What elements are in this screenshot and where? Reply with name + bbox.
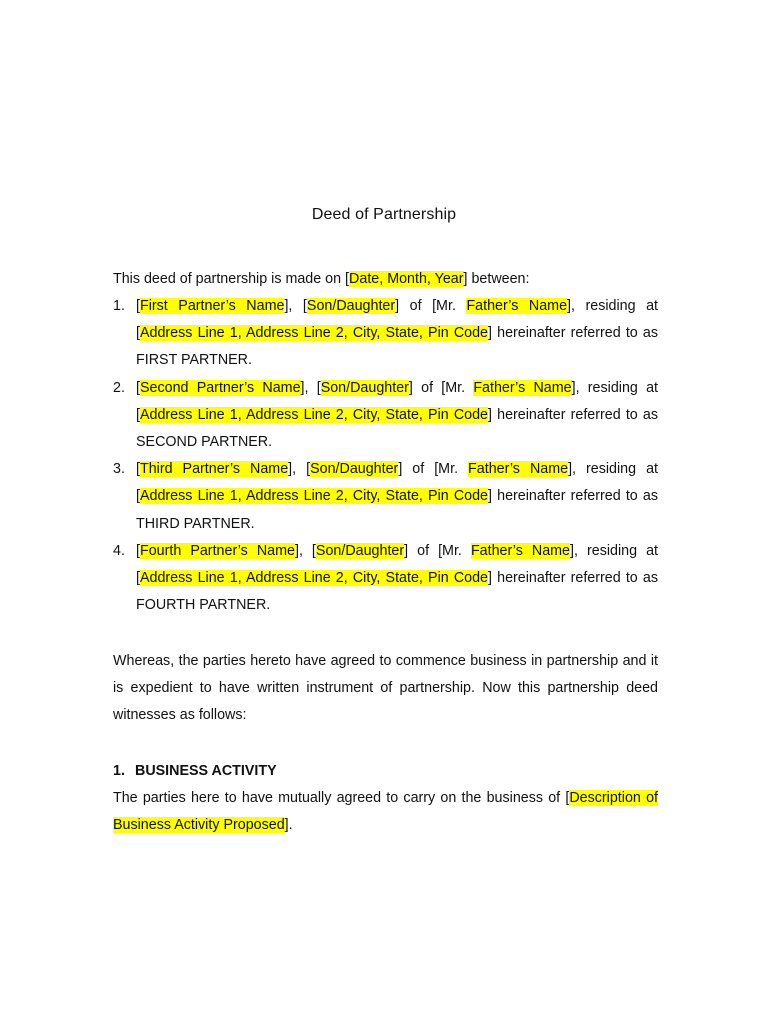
section-title: BUSINESS ACTIVITY <box>135 763 277 779</box>
address-placeholder: Address Line 1, Address Line 2, City, State, Pin Code <box>139 325 489 342</box>
address-placeholder: Address Line 1, Address Line 2, City, State, Pin Code <box>139 570 489 587</box>
bracket-text: [ <box>136 542 140 559</box>
partner-clause <box>113 456 658 538</box>
clause-number: 3. <box>113 461 125 478</box>
connector-text: ] of [Mr. <box>395 298 467 314</box>
address-placeholder: Address Line 1, Address Line 2, City, State, Pin Code <box>139 488 489 505</box>
section-heading <box>113 758 658 785</box>
partner-name-placeholder: Fourth Partner’s Name <box>139 542 295 559</box>
partner-clause <box>113 375 658 457</box>
partner-name-placeholder: Second Partner’s Name <box>139 379 301 396</box>
connector-text: ], residing at [ <box>136 298 658 342</box>
connector-text: ], [ <box>294 542 316 559</box>
connector-text: ], residing at [ <box>136 461 658 505</box>
section-text: The parties here to have mutually agreed to carry on the business of [ <box>113 790 570 806</box>
partner-clause <box>113 293 658 375</box>
relation-placeholder: Son/Daughter <box>315 542 405 559</box>
connector-text: ], [ <box>300 379 321 396</box>
father-name-placeholder: Father’s Name <box>470 542 571 559</box>
father-name-placeholder: Father’s Name <box>473 379 572 396</box>
whereas-paragraph: Whereas, the parties hereto have agreed to commence business in partnership and it is expedient to have written instrument of partnership. Now this partnership deed witnesses as follows: <box>113 653 658 724</box>
business-description-placeholder: Description of Business Activity Proposed <box>113 790 658 834</box>
relation-placeholder: Son/Daughter <box>320 379 409 396</box>
connector-text: ], [ <box>288 461 311 478</box>
connector-text: ] of [Mr. <box>398 461 469 478</box>
intro-paragraph <box>113 266 658 293</box>
partner-list <box>113 293 658 619</box>
connector-text: ], residing at [ <box>136 379 658 423</box>
connector-text: ] of [Mr. <box>408 379 474 396</box>
address-placeholder: Address Line 1, Address Line 2, City, State, Pin Code <box>139 406 489 423</box>
clause-number: 4. <box>113 542 125 559</box>
connector-text: ], [ <box>284 298 307 314</box>
connector-text: ], residing at [ <box>136 542 658 587</box>
bracket-text: [ <box>136 379 140 396</box>
referred-text: ] hereinafter referred to as FIRST PARTNER. <box>136 325 658 369</box>
clause-number: 1. <box>113 298 125 314</box>
connector-text: ] of [Mr. <box>404 542 471 559</box>
referred-text: ] hereinafter referred to as SECOND PARTNER. <box>136 406 658 451</box>
referred-text: ] hereinafter referred to as FOURTH PARTNER. <box>136 570 658 614</box>
father-name-placeholder: Father’s Name <box>466 298 568 314</box>
intro-text: ] between: <box>463 271 530 287</box>
section-text: ]. <box>284 817 293 834</box>
referred-text: ] hereinafter referred to as THIRD PARTNER. <box>136 488 658 532</box>
document-title: Deed of Partnership <box>311 206 457 223</box>
section-number: 1. <box>113 763 125 779</box>
bracket-text: [ <box>136 298 140 314</box>
father-name-placeholder: Father’s Name <box>468 461 569 478</box>
clause-number: 2. <box>113 379 125 396</box>
intro-text: This deed of partnership is made on [ <box>113 271 350 287</box>
partner-name-placeholder: First Partner’s Name <box>139 298 285 314</box>
partner-name-placeholder: Third Partner’s Name <box>139 461 289 478</box>
bracket-text: [ <box>136 461 140 478</box>
partner-clause <box>113 538 658 620</box>
relation-placeholder: Son/Daughter <box>306 298 396 314</box>
section-body <box>113 785 658 839</box>
relation-placeholder: Son/Daughter <box>310 461 399 478</box>
date-placeholder: Date, Month, Year <box>349 271 464 287</box>
